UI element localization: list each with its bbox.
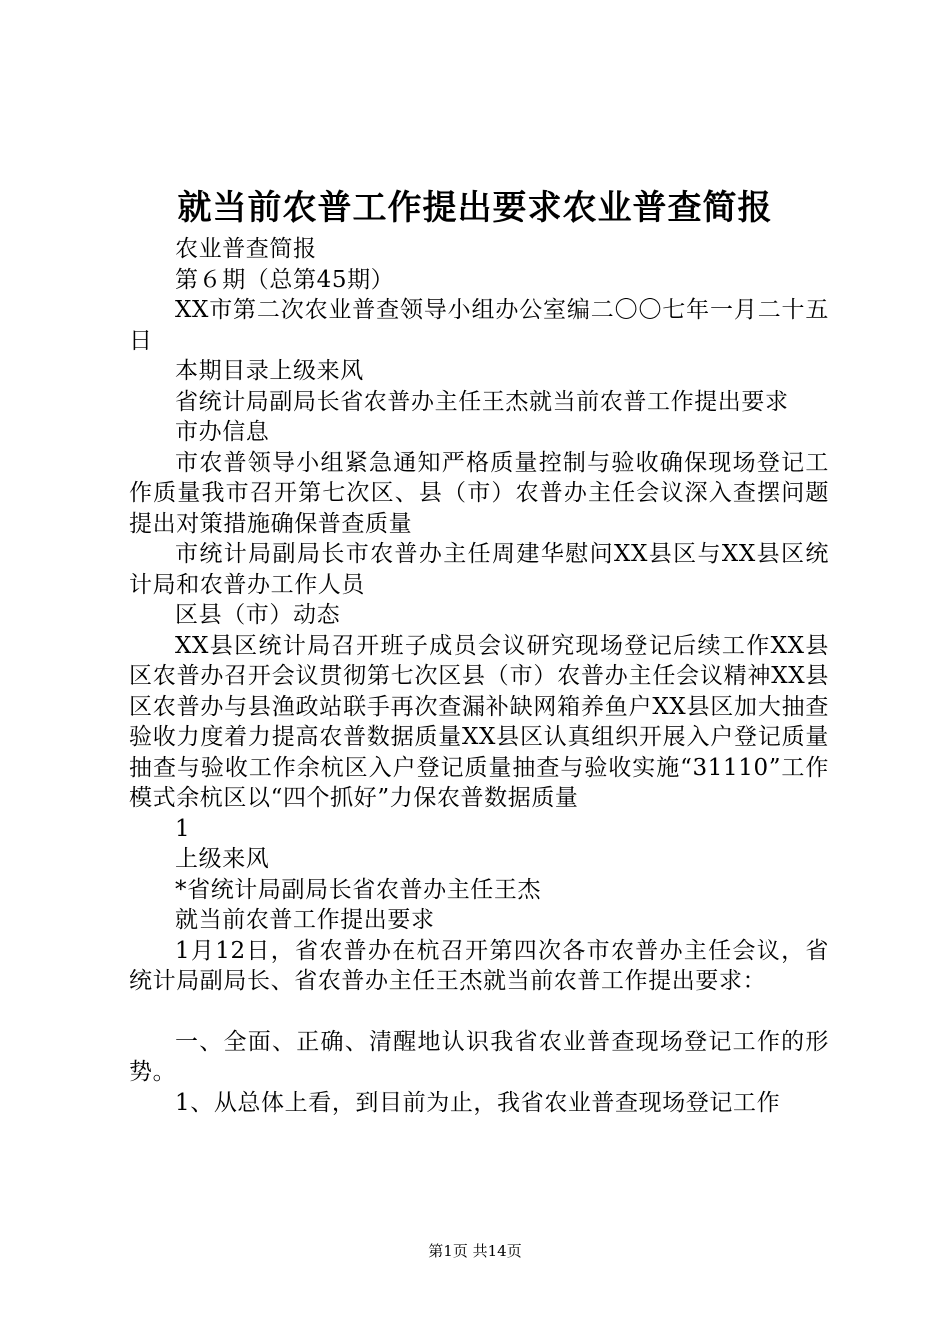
- section-heading: 上级来风: [175, 846, 270, 872]
- paragraph: 第６期（总第45期）: [175, 266, 395, 293]
- paragraph: 农业普查简报: [175, 236, 317, 262]
- paragraph: 省统计局副局长省农普办主任王杰就当前农普工作提出要求: [175, 388, 789, 415]
- paragraph: 1、从总体上看，到目前为止，我省农业普查现场登记工作: [175, 1089, 781, 1116]
- paragraph: 市统计局副局长市农普办主任周建华慰问XX县区与XX县区统计局和农普办工作人员: [129, 541, 829, 598]
- page-footer: 第1页 共14页: [428, 1242, 522, 1260]
- paragraph: 市农普领导小组紧急通知严格质量控制与验收确保现场登记工作质量我市召开第七次区、县（市）农普办主任会议深入查摆问题提出对策措施确保普查质量: [129, 449, 829, 537]
- page-marker: 1: [175, 815, 191, 842]
- paragraph: 本期目录上级来风: [175, 358, 364, 384]
- article-title: 就当前农普工作提出要求: [175, 907, 435, 933]
- paragraph: XX市第二次农业普查领导小组办公室编二〇〇七年一月二十五日: [129, 297, 829, 354]
- paragraph: 市办信息: [175, 419, 270, 445]
- paragraph: 一、全面、正确、清醒地认识我省农业普查现场登记工作的形势。: [129, 1028, 829, 1085]
- paragraph: 1月12日，省农普办在杭召开第四次各市农普办主任会议，省统计局副局长、省农普办主任王杰就当前农普工作提出要求：: [129, 937, 829, 994]
- paragraph: 区县（市）动态: [175, 602, 341, 628]
- paragraph: XX县区统计局召开班子成员会议研究现场登记后续工作XX县区农普办召开会议贯彻第七次区县（市）农普办主任会议精神XX县区农普办与县渔政站联手再次查漏补缺网箱养鱼户XX县区加大抽查验收力度着力提高农普数据质量XX县区认真组织开展入户登记质量抽查与验收工作余杭区入户登记质量抽查与验收实施“31110”工作模式余杭区以“四个抓好”力保农普数据质量: [129, 632, 829, 811]
- article-byline: *省统计局副局长省农普办主任王杰: [175, 876, 542, 903]
- document-body: [129, 234, 829, 1118]
- document-title: 就当前农普工作提出要求农业普查简报: [177, 188, 773, 228]
